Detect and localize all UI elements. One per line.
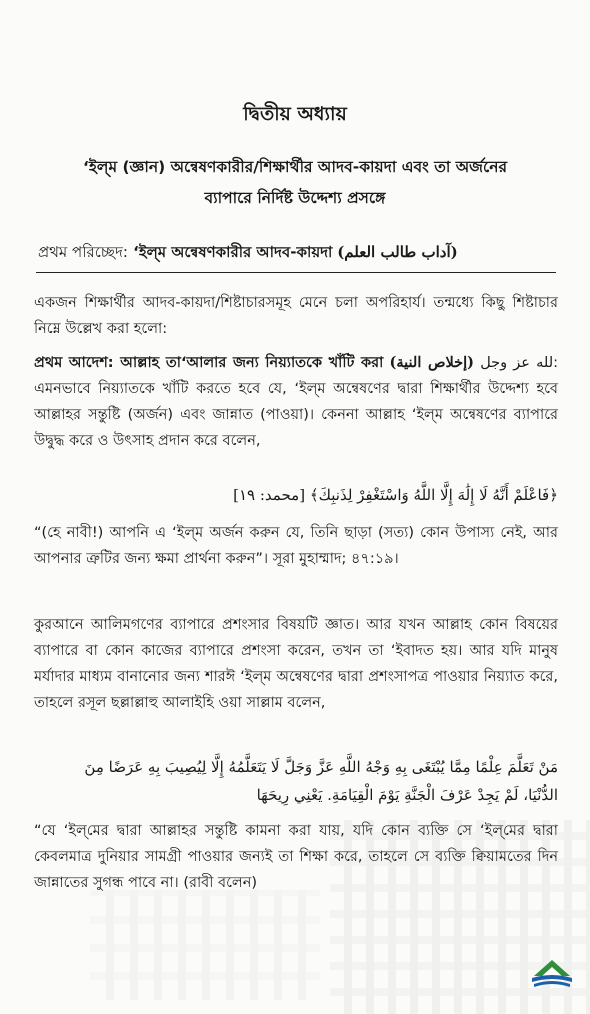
quran-verse: ﴿فَاعْلَمْ أَنَّهُ لَا إِلَٰهَ إِلَّا اللَّهُ وَاسْتَغْفِرْ لِذَنبِكَ﴾ [محمد: ١٩] [233,486,558,504]
section-heading [38,236,558,268]
logo-book-bottom [534,981,570,987]
subtitle-line-2: ব্যাপারে নির্দিষ্ট উদ্দেশ্য প্রসঙ্গে [204,189,386,207]
logo-book-top [532,975,572,982]
hadith-translation: “যে ‘ইল্‌মের দ্বারা আল্লাহর সন্তুষ্টি কামনা করা যায়, যদি কোন ব্যক্তি সে ‘ইল্‌মের দ্বারা কেবলমাত্র দুনিয়ার সামগ্রী পাওয়ার জন্যই তা শিক্ষা করে, তাহলে সে ব্যক্তি ক্বিয়ামতের দিন জান্নাতের সুগন্ধ পাবে না। (রাবী বলেন) [34,823,558,891]
background-pattern-left [90,890,320,1000]
verse-translation: “(হে নাবী!) আপনি এ ‘ইল্‌ম অর্জন করুন যে, তিনি ছাড়া (সত্য) কোন উপাস্য নেই, আর আপনার ত্রুটির জন্য ক্ষমা প্রার্থনা করুন”। সূরা মুহাম্মাদ; ৪৭:১৯। [34,525,558,567]
subtitle-line-1: ‘ইল্‌ম (জ্ঞান) অন্বেষণকারীর/শিক্ষার্থীর আদব-কায়দা এবং তা অর্জনের [82,158,508,176]
order-1-heading: প্রথম আদেশ: আল্লাহ তা‘আলার জন্য নিয়্যাতকে খাঁটি করা [34,355,384,371]
hadith-line-1: مَنْ تَعَلَّمَ عِلْمًا مِمَّا يُبْتَغَى بِهِ وَجْهُ اللَّهِ عَزَّ وَجَلَّ لَا يَتَعَلَّمُهُ إِلَّا لِيُصِيبَ بِهِ عَرَضًا مِنَ [84,758,558,776]
order-1-body: : এমনভাবে নিয়্যাতকে খাঁটি করতে হবে যে, ‘ইল্‌ম অন্বেষণের দ্বারা শিক্ষার্থীর উদ্দেশ্য হবে আল্লাহর সন্তুষ্টি (অর্জন) এবং জান্নাত (পাওয়া)। কেননা আল্লাহ ‘ইল্‌ম অন্বেষণের ব্যাপারে উদ্বুদ্ধ করে ও উৎসাহ প্রদান করে বলেন, [34,355,559,449]
order-1-paragraph [34,350,558,454]
section-title: ‘ইল্‌ম অন্বেষণকারীর আদব-কায়দা [127,243,333,261]
praise-paragraph: কুরআনে আলিমগণের ব্যাপারে প্রশংসার বিষয়টি জ্ঞাত। আর যখন আল্লাহ কোন বিষয়ের ব্যাপারে বা কোন কাজের ব্যাপারে প্রশংসা করেন, তখন তা ‘ইবাদত হয়। আর যদি মানুষ মর্যাদার মাধ্যম বানানোর জন্য শারঈ ‘ইল্‌ম অন্বেষণের দ্বারা প্রশংসাপত্র পাওয়ার নিয়্যাত করে, তাহলে রসূল ছল্লাল্লাহু আলাইহি ওয়া সাল্লাম বলেন, [34,617,558,711]
book-mountain-logo-icon [528,950,576,994]
section-arabic-title: (آداب طالب العلم) [337,243,458,261]
section-divider [36,272,556,273]
order-1-arabic-2: لله عز وجل [480,355,554,371]
hadith-line-2: الدُّنْيَا، لَمْ يَجِدْ عَرْفَ الْجَنَّةِ يَوْمَ الْقِيَامَةِ. يَعْنِي رِيحَهَا [256,786,558,804]
order-1-arabic: (إخلاص النية) [389,354,475,371]
chapter-subtitle [30,152,560,214]
intro-paragraph: একজন শিক্ষার্থীর আদব-কায়দা/শিষ্টাচারসমূহ মেনে চলা অপরিহার্য। তন্মধ্যে কিছু শিষ্টাচার নিম্নে উল্লেখ করা হলো: [34,295,558,337]
chapter-title: দ্বিতীয় অধ্যায় [243,103,347,125]
section-prefix: প্রথম পরিচ্ছেদ: [38,243,128,261]
